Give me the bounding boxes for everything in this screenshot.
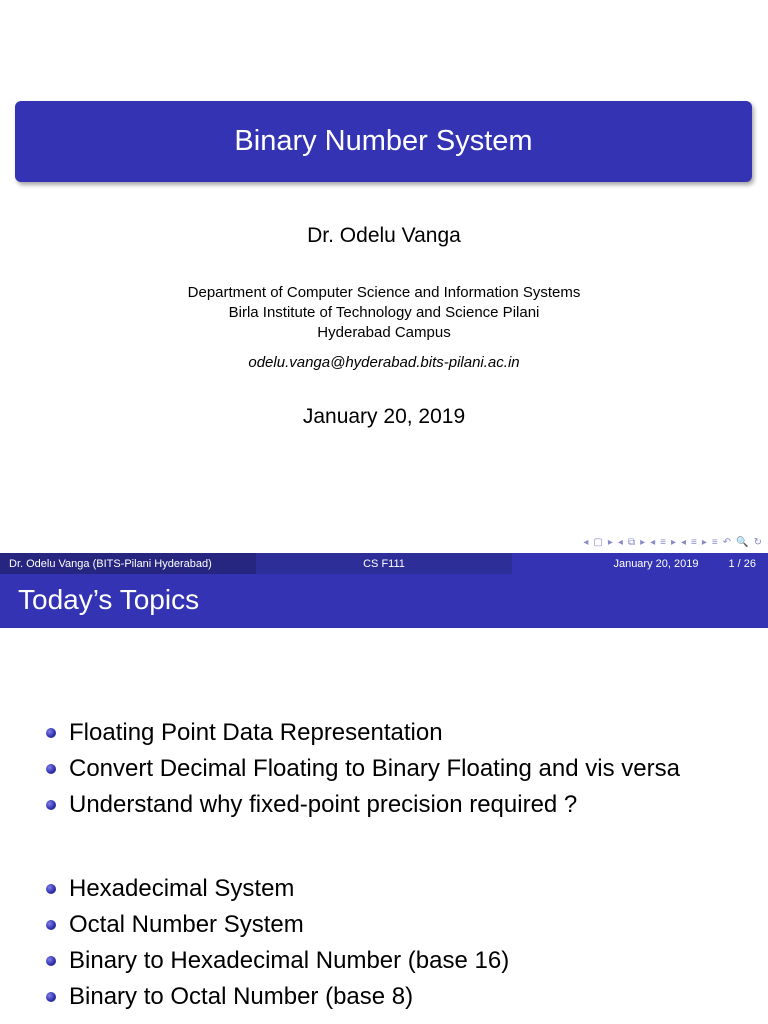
list-item-text: Binary to Hexadecimal Number (base 16) (69, 947, 510, 974)
presentation-date: January 20, 2019 (302, 405, 466, 428)
bullet-icon (46, 764, 56, 774)
nav-search-icon[interactable]: 🔍 (736, 536, 749, 548)
footer-date: January 20, 2019 (613, 557, 699, 570)
list-item-text: Hexadecimal System (69, 875, 295, 902)
bullet-icon (46, 884, 56, 894)
author-email: odelu.vanga@hyderabad.bits-pilani.ac.in (248, 354, 520, 371)
footer-bar (0, 553, 768, 574)
nav-next-slide-icon[interactable]: ▸ (607, 536, 613, 548)
nav-prev-slide-icon[interactable]: ◂ (583, 536, 589, 548)
bullet-icon (46, 992, 56, 1002)
footer-course: CS F111 (256, 553, 512, 574)
nav-slide-icon[interactable]: ▢ (593, 536, 603, 548)
nav-next-section-icon[interactable]: ▸ (701, 536, 707, 548)
bullet-icon (46, 728, 56, 738)
nav-prev-subsection-icon[interactable]: ◂ (650, 536, 656, 548)
footer-right (512, 553, 768, 574)
list-item-text: Understand why fixed-point precision required ? (69, 791, 578, 818)
beamer-navigation (583, 535, 762, 549)
nav-section-icon[interactable]: ≡ (691, 536, 697, 548)
department-line: Department of Computer Science and Information Systems (187, 284, 581, 301)
list-item (0, 871, 768, 907)
slide-title: Binary Number System (234, 125, 533, 157)
nav-prev-section-icon[interactable]: ◂ (681, 536, 687, 548)
nav-prev-frame-icon[interactable]: ◂ (617, 536, 623, 548)
nav-next-frame-icon[interactable]: ▸ (640, 536, 646, 548)
topic-list-2 (0, 871, 768, 1015)
frame-title-bar (0, 574, 768, 628)
bullet-icon (46, 800, 56, 810)
nav-subsection-icon[interactable]: ≡ (660, 536, 666, 548)
nav-frame-icon[interactable]: ⧉ (627, 536, 636, 548)
title-box (15, 101, 752, 182)
nav-forward-icon[interactable]: ↻ (753, 536, 762, 548)
list-item (0, 751, 768, 787)
list-item (0, 907, 768, 943)
nav-next-subsection-icon[interactable]: ▸ (670, 536, 677, 548)
list-item (0, 787, 768, 823)
nav-document-icon[interactable]: ≡ (711, 536, 718, 548)
campus-line: Hyderabad Campus (317, 324, 451, 341)
frame-title: Today’s Topics (18, 584, 200, 615)
list-item (0, 715, 768, 751)
nav-back-icon[interactable]: ↶ (722, 536, 732, 548)
list-item-text: Octal Number System (69, 911, 304, 938)
topic-list-1 (0, 715, 768, 823)
list-item (0, 943, 768, 979)
list-item-text: Convert Decimal Floating to Binary Floating and vis versa (69, 755, 680, 782)
university-line: Birla Institute of Technology and Science Pilani (228, 304, 540, 321)
footer-page-number: 1 / 26 (728, 557, 756, 570)
bullet-icon (46, 920, 56, 930)
institute-block (0, 283, 768, 343)
list-item-text: Binary to Octal Number (base 8) (69, 983, 414, 1010)
bullet-icon (46, 956, 56, 966)
list-item-text: Floating Point Data Representation (69, 719, 443, 746)
list-item (0, 979, 768, 1015)
author-name: Dr. Odelu Vanga (307, 224, 461, 247)
footer-author: Dr. Odelu Vanga (BITS-Pilani Hyderabad) (0, 553, 256, 574)
